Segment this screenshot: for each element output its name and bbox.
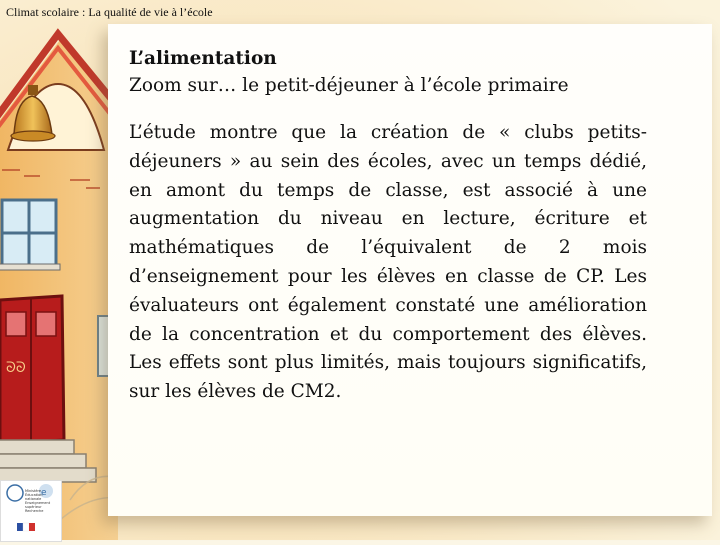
slide-content	[129, 46, 647, 407]
slide-paragraph: L’étude montre que la création de « clubs petits-déjeuners » au sein des écoles, avec un temps dédié, en amont du temps de classe, est associé à une augmentation du niveau en lecture, écriture et mathématiques de l’équivalent de 2 mois d’enseignement pour les élèves en classe de CP. Les évaluateurs ont également constaté une amélioration de la concentration et du comportement des élèves. Les effets sont plus limités, mais toujours significatifs, sur les élèves de CM2.	[129, 122, 647, 403]
door-icon	[0, 296, 64, 444]
logo-line-5: Recherche	[25, 509, 44, 513]
svg-text:e: e	[41, 488, 47, 498]
logo-line-2: Éducation	[25, 493, 43, 497]
logo-line-4: Enseignement supérieur	[25, 501, 51, 509]
slide-title: L’alimentation	[129, 48, 277, 69]
svg-text:ᘐᘐ: ᘐᘐ	[6, 360, 26, 376]
logo-line-1: Ministère	[25, 489, 42, 493]
ministry-logo	[0, 480, 62, 542]
slide-subtitle: Zoom sur… le petit-déjeuner à l’école primaire	[129, 75, 569, 96]
logo-line-3: nationale	[25, 497, 42, 501]
header-title: Climat scolaire : La qualité de vie à l’école	[6, 5, 213, 19]
window-icon	[0, 200, 60, 270]
